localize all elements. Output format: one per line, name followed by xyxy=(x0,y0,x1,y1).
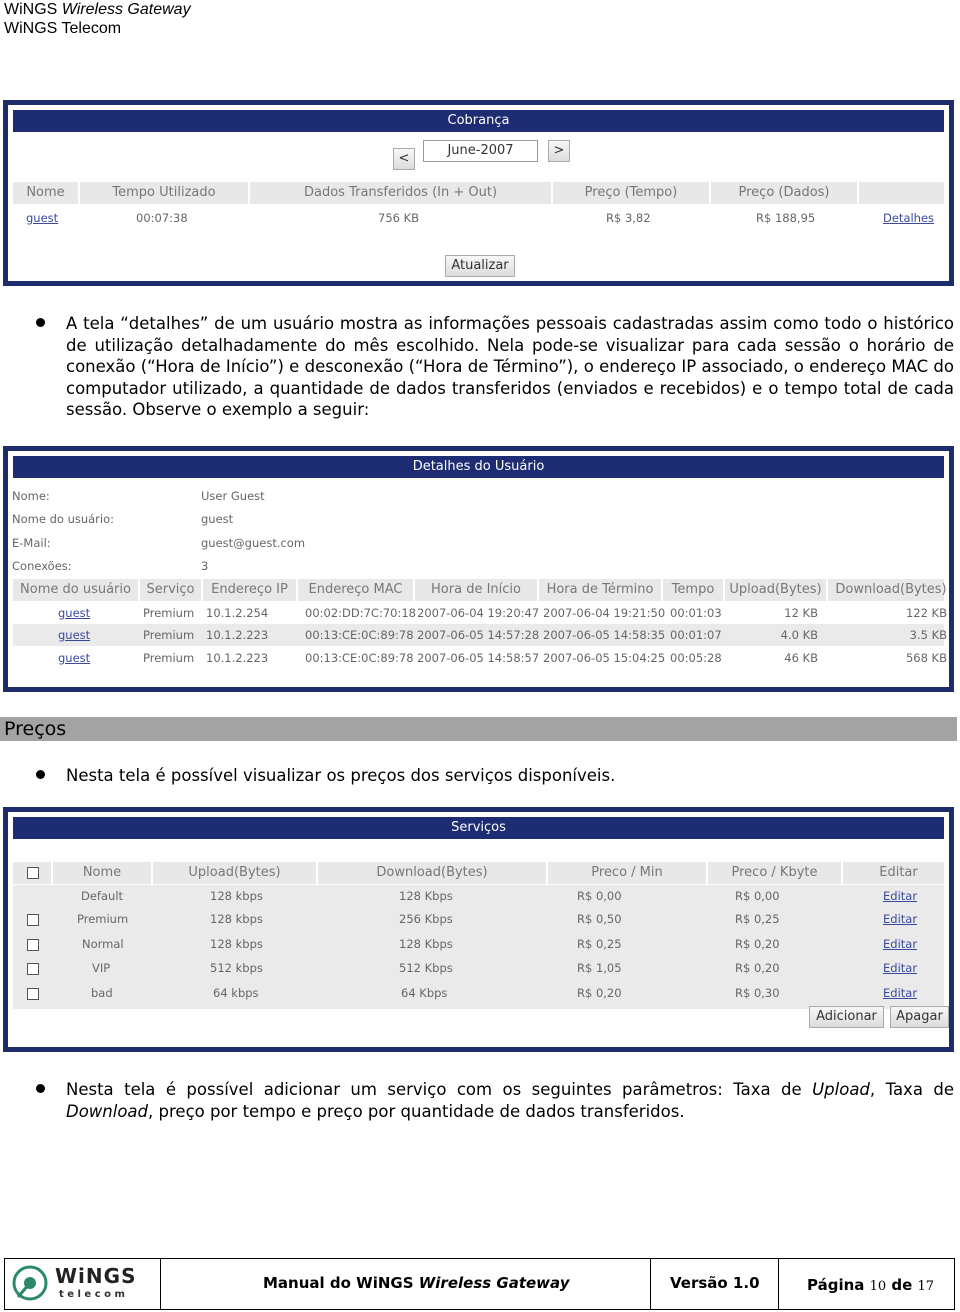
footer-manual-cell xyxy=(161,1259,651,1309)
col-select xyxy=(13,862,53,884)
footer-manual-product: Wireless Gateway xyxy=(418,1274,570,1292)
session-service: Premium xyxy=(143,651,195,665)
wings-logo-icon xyxy=(10,1263,50,1303)
footer-logo-cell xyxy=(5,1259,161,1309)
billing-table-header xyxy=(13,182,944,204)
session-ip: 10.1.2.223 xyxy=(206,628,269,642)
edit-service-link[interactable]: Editar xyxy=(883,912,918,926)
services-body-bg xyxy=(13,885,944,1009)
billing-price-data: R$ 188,95 xyxy=(756,211,816,225)
edit-service-link[interactable]: Editar xyxy=(883,961,918,975)
services-title: Serviços xyxy=(13,817,944,839)
col-end-time: Hora de Término xyxy=(539,579,663,601)
page-footer xyxy=(4,1258,955,1310)
col-ip: Endereço IP xyxy=(203,579,298,601)
col-price-min: Preco / Min xyxy=(548,862,708,884)
p3-download: Download xyxy=(66,1101,149,1121)
service-checkbox[interactable] xyxy=(27,988,39,1000)
col-start-time: Hora de Início xyxy=(415,579,539,601)
edit-service-link[interactable]: Editar xyxy=(883,889,918,903)
bullet-2 xyxy=(36,770,45,779)
billing-time: 00:07:38 xyxy=(136,211,188,225)
add-service-button[interactable]: Adicionar xyxy=(809,1006,884,1028)
session-download: 568 KB xyxy=(905,651,947,665)
session-upload: 46 KB xyxy=(784,651,818,665)
service-upload: 512 kbps xyxy=(210,961,263,975)
update-button[interactable]: Atualizar xyxy=(445,255,515,277)
session-download: 122 KB xyxy=(905,606,947,620)
p3-text-a: Nesta tela é possível adicionar um serviço com os seguintes parâmetros: Taxa de xyxy=(66,1080,813,1099)
col-time-used: Tempo Utilizado xyxy=(80,182,250,204)
service-download: 64 Kbps xyxy=(401,986,448,1000)
col-username: Nome do usuário xyxy=(13,579,140,601)
session-service: Premium xyxy=(143,606,195,620)
field-value-username: guest xyxy=(201,512,234,526)
section-title: Preços xyxy=(4,718,67,740)
service-price-min: R$ 0,00 xyxy=(577,889,622,903)
billing-data: 756 KB xyxy=(378,211,420,225)
col-data-transferred: Dados Transferidos (In + Out) xyxy=(250,182,553,204)
session-ip: 10.1.2.223 xyxy=(206,651,269,665)
col-price-kbyte: Preco / Kbyte xyxy=(708,862,843,884)
service-name: Default xyxy=(81,889,124,903)
session-upload: 12 KB xyxy=(784,606,818,620)
service-price-min: R$ 1,05 xyxy=(577,961,622,975)
p3-upload: Upload xyxy=(812,1080,870,1099)
session-mac: 00:13:CE:0C:89:78 xyxy=(305,628,414,642)
p3-text-e: , preço por tempo e preço por quantidade de dados transferidos. xyxy=(148,1101,685,1121)
billing-user-link[interactable]: guest xyxy=(26,211,59,225)
field-value-name: User Guest xyxy=(201,489,265,503)
service-download: 128 Kbps xyxy=(399,937,453,951)
edit-service-link[interactable]: Editar xyxy=(883,937,918,951)
col-service: Serviço xyxy=(140,579,203,601)
service-name: bad xyxy=(91,986,113,1000)
edit-service-link[interactable]: Editar xyxy=(883,986,918,1000)
bullet-1 xyxy=(36,318,45,327)
session-mac: 00:02:DD:7C:70:18 xyxy=(305,606,416,620)
footer-manual-title xyxy=(263,1274,569,1292)
footer-page-current: 10 xyxy=(869,1279,887,1294)
field-label-connections: Conexões: xyxy=(12,559,72,573)
paragraph-prices-description: Nesta tela é possível visualizar os preços dos serviços disponíveis. xyxy=(66,766,616,785)
select-all-checkbox[interactable] xyxy=(27,867,39,879)
col-duration: Tempo xyxy=(663,579,725,601)
service-download: 256 Kbps xyxy=(399,912,453,926)
service-name: VIP xyxy=(92,961,111,975)
field-label-name: Nome: xyxy=(12,489,50,503)
session-service: Premium xyxy=(143,628,195,642)
col-download: Download(Bytes) xyxy=(835,582,947,597)
session-duration: 00:05:28 xyxy=(670,651,722,665)
session-user-link[interactable]: guest xyxy=(58,606,91,620)
session-mac: 00:13:CE:0C:89:78 xyxy=(305,651,414,665)
delete-service-button[interactable]: Apagar xyxy=(890,1006,949,1028)
session-upload: 4.0 KB xyxy=(780,628,818,642)
billing-title: Cobrança xyxy=(13,110,944,132)
service-price-kbyte: R$ 0,20 xyxy=(735,937,780,951)
paragraph-details-description: A tela “detalhes” de um usuário mostra as informações pessoais cadastradas assim como todo o histórico de utilização detalhadamente do mês escolhido. Nela pode-se visualizar para cada sessão o horário de conexão (“Hora de Início”) e desconexão (“Hora de Término”), o endereço IP associado, o endereço MAC do computador utilizado, a quantidade de dados transferidos (enviados e recebidos) e o tempo total de cada sessão. Observe o exemplo a seguir: xyxy=(66,314,954,419)
col-price-time: Preço (Tempo) xyxy=(553,182,711,204)
service-name: Premium xyxy=(77,912,129,926)
col-price-data: Preço (Dados) xyxy=(711,182,859,204)
paragraph-add-service xyxy=(66,1079,954,1122)
session-end: 2007-06-04 19:21:50 xyxy=(543,606,666,620)
service-upload: 64 kbps xyxy=(213,986,259,1000)
service-checkbox[interactable] xyxy=(27,939,39,951)
service-price-kbyte: R$ 0,25 xyxy=(735,912,780,926)
service-price-min: R$ 0,25 xyxy=(577,937,622,951)
session-user-link[interactable]: guest xyxy=(58,651,91,665)
services-panel xyxy=(3,807,954,1052)
month-field[interactable]: June-2007 xyxy=(423,140,538,162)
service-upload: 128 kbps xyxy=(210,937,263,951)
service-download: 512 Kbps xyxy=(399,961,453,975)
session-start: 2007-06-04 19:20:47 xyxy=(417,606,540,620)
service-upload: 128 kbps xyxy=(210,912,263,926)
user-details-panel xyxy=(3,446,954,692)
footer-page-number xyxy=(807,1276,934,1294)
service-price-min: R$ 0,50 xyxy=(577,912,622,926)
user-details-title: Detalhes do Usuário xyxy=(13,456,944,478)
service-name: Normal xyxy=(82,937,124,951)
p3-text-c: , Taxa de xyxy=(869,1080,954,1099)
col-service-name: Nome xyxy=(53,862,153,884)
field-value-email: guest@guest.com xyxy=(201,536,306,550)
footer-page-of: de xyxy=(886,1276,918,1294)
services-table-header xyxy=(13,862,944,884)
service-upload: 128 kbps xyxy=(210,889,263,903)
session-end: 2007-06-05 15:04:25 xyxy=(543,651,666,665)
field-label-username: Nome do usuário: xyxy=(12,512,115,526)
service-price-min: R$ 0,20 xyxy=(577,986,622,1000)
col-edit: Editar xyxy=(879,865,918,880)
field-label-email: E-Mail: xyxy=(12,536,51,550)
header-product: Wireless Gateway xyxy=(61,1,191,18)
session-duration: 00:01:03 xyxy=(670,606,722,620)
section-prices-heading xyxy=(0,717,957,741)
bullet-3 xyxy=(36,1084,45,1093)
service-download: 128 Kbps xyxy=(399,889,453,903)
field-value-connections: 3 xyxy=(201,559,209,573)
col-download-rate: Download(Bytes) xyxy=(318,862,548,884)
billing-price-time: R$ 3,82 xyxy=(606,211,651,225)
session-end: 2007-06-05 14:58:35 xyxy=(543,628,666,642)
service-price-kbyte: R$ 0,20 xyxy=(735,961,780,975)
session-user-link[interactable]: guest xyxy=(58,628,91,642)
col-actions xyxy=(859,182,954,204)
session-duration: 00:01:07 xyxy=(670,628,722,642)
session-start: 2007-06-05 14:57:28 xyxy=(417,628,540,642)
service-checkbox[interactable] xyxy=(27,963,39,975)
col-upload: Upload(Bytes) xyxy=(725,579,828,601)
footer-page-cell xyxy=(779,1259,954,1309)
document-header-company: WiNGS Telecom xyxy=(4,20,122,37)
sessions-table-header xyxy=(13,579,947,601)
col-mac: Endereço MAC xyxy=(298,579,415,601)
service-price-kbyte: R$ 0,30 xyxy=(735,986,780,1000)
col-name: Nome xyxy=(13,182,80,204)
footer-manual-prefix: Manual do WiNGS xyxy=(263,1274,419,1292)
logo-subtitle: t e l e c o m xyxy=(59,1289,125,1300)
service-checkbox[interactable] xyxy=(27,914,39,926)
logo-wordmark: WiNGS xyxy=(55,1264,137,1288)
footer-page-total: 17 xyxy=(917,1279,935,1294)
billing-panel xyxy=(3,100,954,286)
footer-page-label: Página xyxy=(807,1276,870,1294)
footer-version-cell xyxy=(651,1259,779,1309)
prev-month-button[interactable]: < xyxy=(393,148,415,170)
service-price-kbyte: R$ 0,00 xyxy=(735,889,780,903)
next-month-button[interactable]: > xyxy=(548,140,570,162)
details-link[interactable]: Detalhes xyxy=(883,211,935,225)
header-brand: WiNGS xyxy=(4,1,62,18)
session-download: 3.5 KB xyxy=(909,628,947,642)
footer-version: Versão 1.0 xyxy=(670,1274,760,1292)
session-start: 2007-06-05 14:58:57 xyxy=(417,651,540,665)
document-header-title xyxy=(4,0,191,19)
session-ip: 10.1.2.254 xyxy=(206,606,269,620)
col-upload-rate: Upload(Bytes) xyxy=(153,862,318,884)
